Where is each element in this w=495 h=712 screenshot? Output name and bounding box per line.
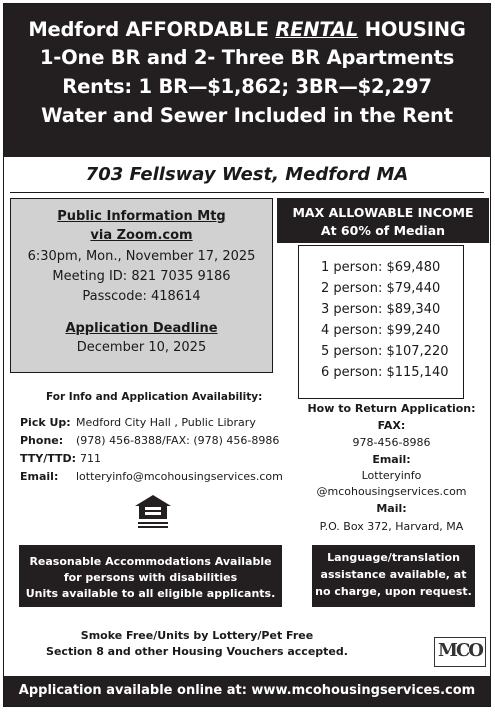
return-fax-label: FAX: (377, 419, 406, 432)
deadline-date: December 10, 2025 (76, 340, 207, 355)
return-email-2: @mcohousingservices.com (316, 485, 467, 498)
income-row: 3 person: $89,340 (321, 302, 441, 317)
meeting-datetime: 6:30pm, Mon., November 17, 2025 (27, 249, 256, 264)
tty-line: TTY/TTD: 711 (20, 452, 101, 465)
income-row: 1 person: $69,480 (321, 260, 441, 275)
income-row: 6 person: $115,140 (321, 365, 449, 380)
income-header (277, 198, 489, 243)
meeting-box (10, 198, 273, 373)
utilities-note: Water and Sewer Included in the Rent (41, 104, 453, 127)
meeting-id: Meeting ID: 821 7035 9186 (52, 269, 231, 284)
return-email-label: Email: (372, 453, 411, 466)
accommodations-box (19, 545, 282, 607)
accommodations-line: Reasonable Accommodations Available (29, 555, 272, 568)
return-mail-label: Mail: (376, 502, 407, 515)
meeting-title: Public Information Mtg (57, 209, 226, 224)
pickup-line: Pick Up: Medford City Hall , Public Library (20, 416, 256, 429)
voucher-note: Section 8 and other Housing Vouchers accepted. (46, 645, 348, 658)
phone-line: Phone: (978) 456-8388/FAX: (978) 456-8986 (20, 434, 280, 447)
language-line: Language/translation (327, 551, 460, 564)
online-application-banner: Application available online at: www.mcohousingservices.com (4, 676, 490, 706)
equal-housing-icon (132, 492, 174, 534)
header-banner (4, 4, 490, 157)
rental-emphasis: RENTAL (275, 18, 359, 41)
policy-note: Smoke Free/Units by Lottery/Pet Free (80, 629, 314, 642)
headline: Medford AFFORDABLE RENTAL HOUSING (28, 18, 466, 41)
income-row: 5 person: $107,220 (321, 344, 449, 359)
flyer (3, 3, 491, 707)
accommodations-line: Units available to all eligible applicants. (25, 587, 276, 600)
income-row: 2 person: $79,440 (321, 281, 441, 296)
income-subtitle: At 60% of Median (320, 223, 446, 238)
property-address: 703 Fellsway West, Medford MA (85, 164, 409, 185)
unit-types: 1-One BR and 2- Three BR Apartments (39, 46, 455, 69)
income-row: 4 person: $99,240 (321, 323, 441, 338)
deadline-title: Application Deadline (65, 321, 218, 336)
language-box (312, 545, 475, 607)
meeting-passcode: Passcode: 418614 (82, 289, 201, 304)
return-email-1: Lotteryinfo (361, 469, 422, 482)
divider (10, 192, 484, 193)
income-title: MAX ALLOWABLE INCOME (292, 205, 474, 220)
mco-logo (434, 637, 486, 667)
info-title: For Info and Application Availability: (46, 391, 263, 403)
return-title: How to Return Application: (307, 402, 476, 415)
return-fax: 978-456-8986 (352, 436, 431, 449)
email-line: Email: lotteryinfo@mcohousingservices.com (20, 470, 283, 483)
return-mail: P.O. Box 372, Harvard, MA (319, 520, 464, 533)
language-line: assistance available, at (320, 568, 467, 581)
income-table (298, 245, 464, 399)
language-line: no charge, upon request. (315, 585, 472, 598)
mco-logo-text: MCO (438, 640, 482, 661)
meeting-via: via Zoom.com (90, 228, 193, 243)
accommodations-line: for persons with disabilities (63, 571, 238, 584)
rents: Rents: 1 BR—$1,862; 3BR—$2,297 (62, 75, 432, 98)
